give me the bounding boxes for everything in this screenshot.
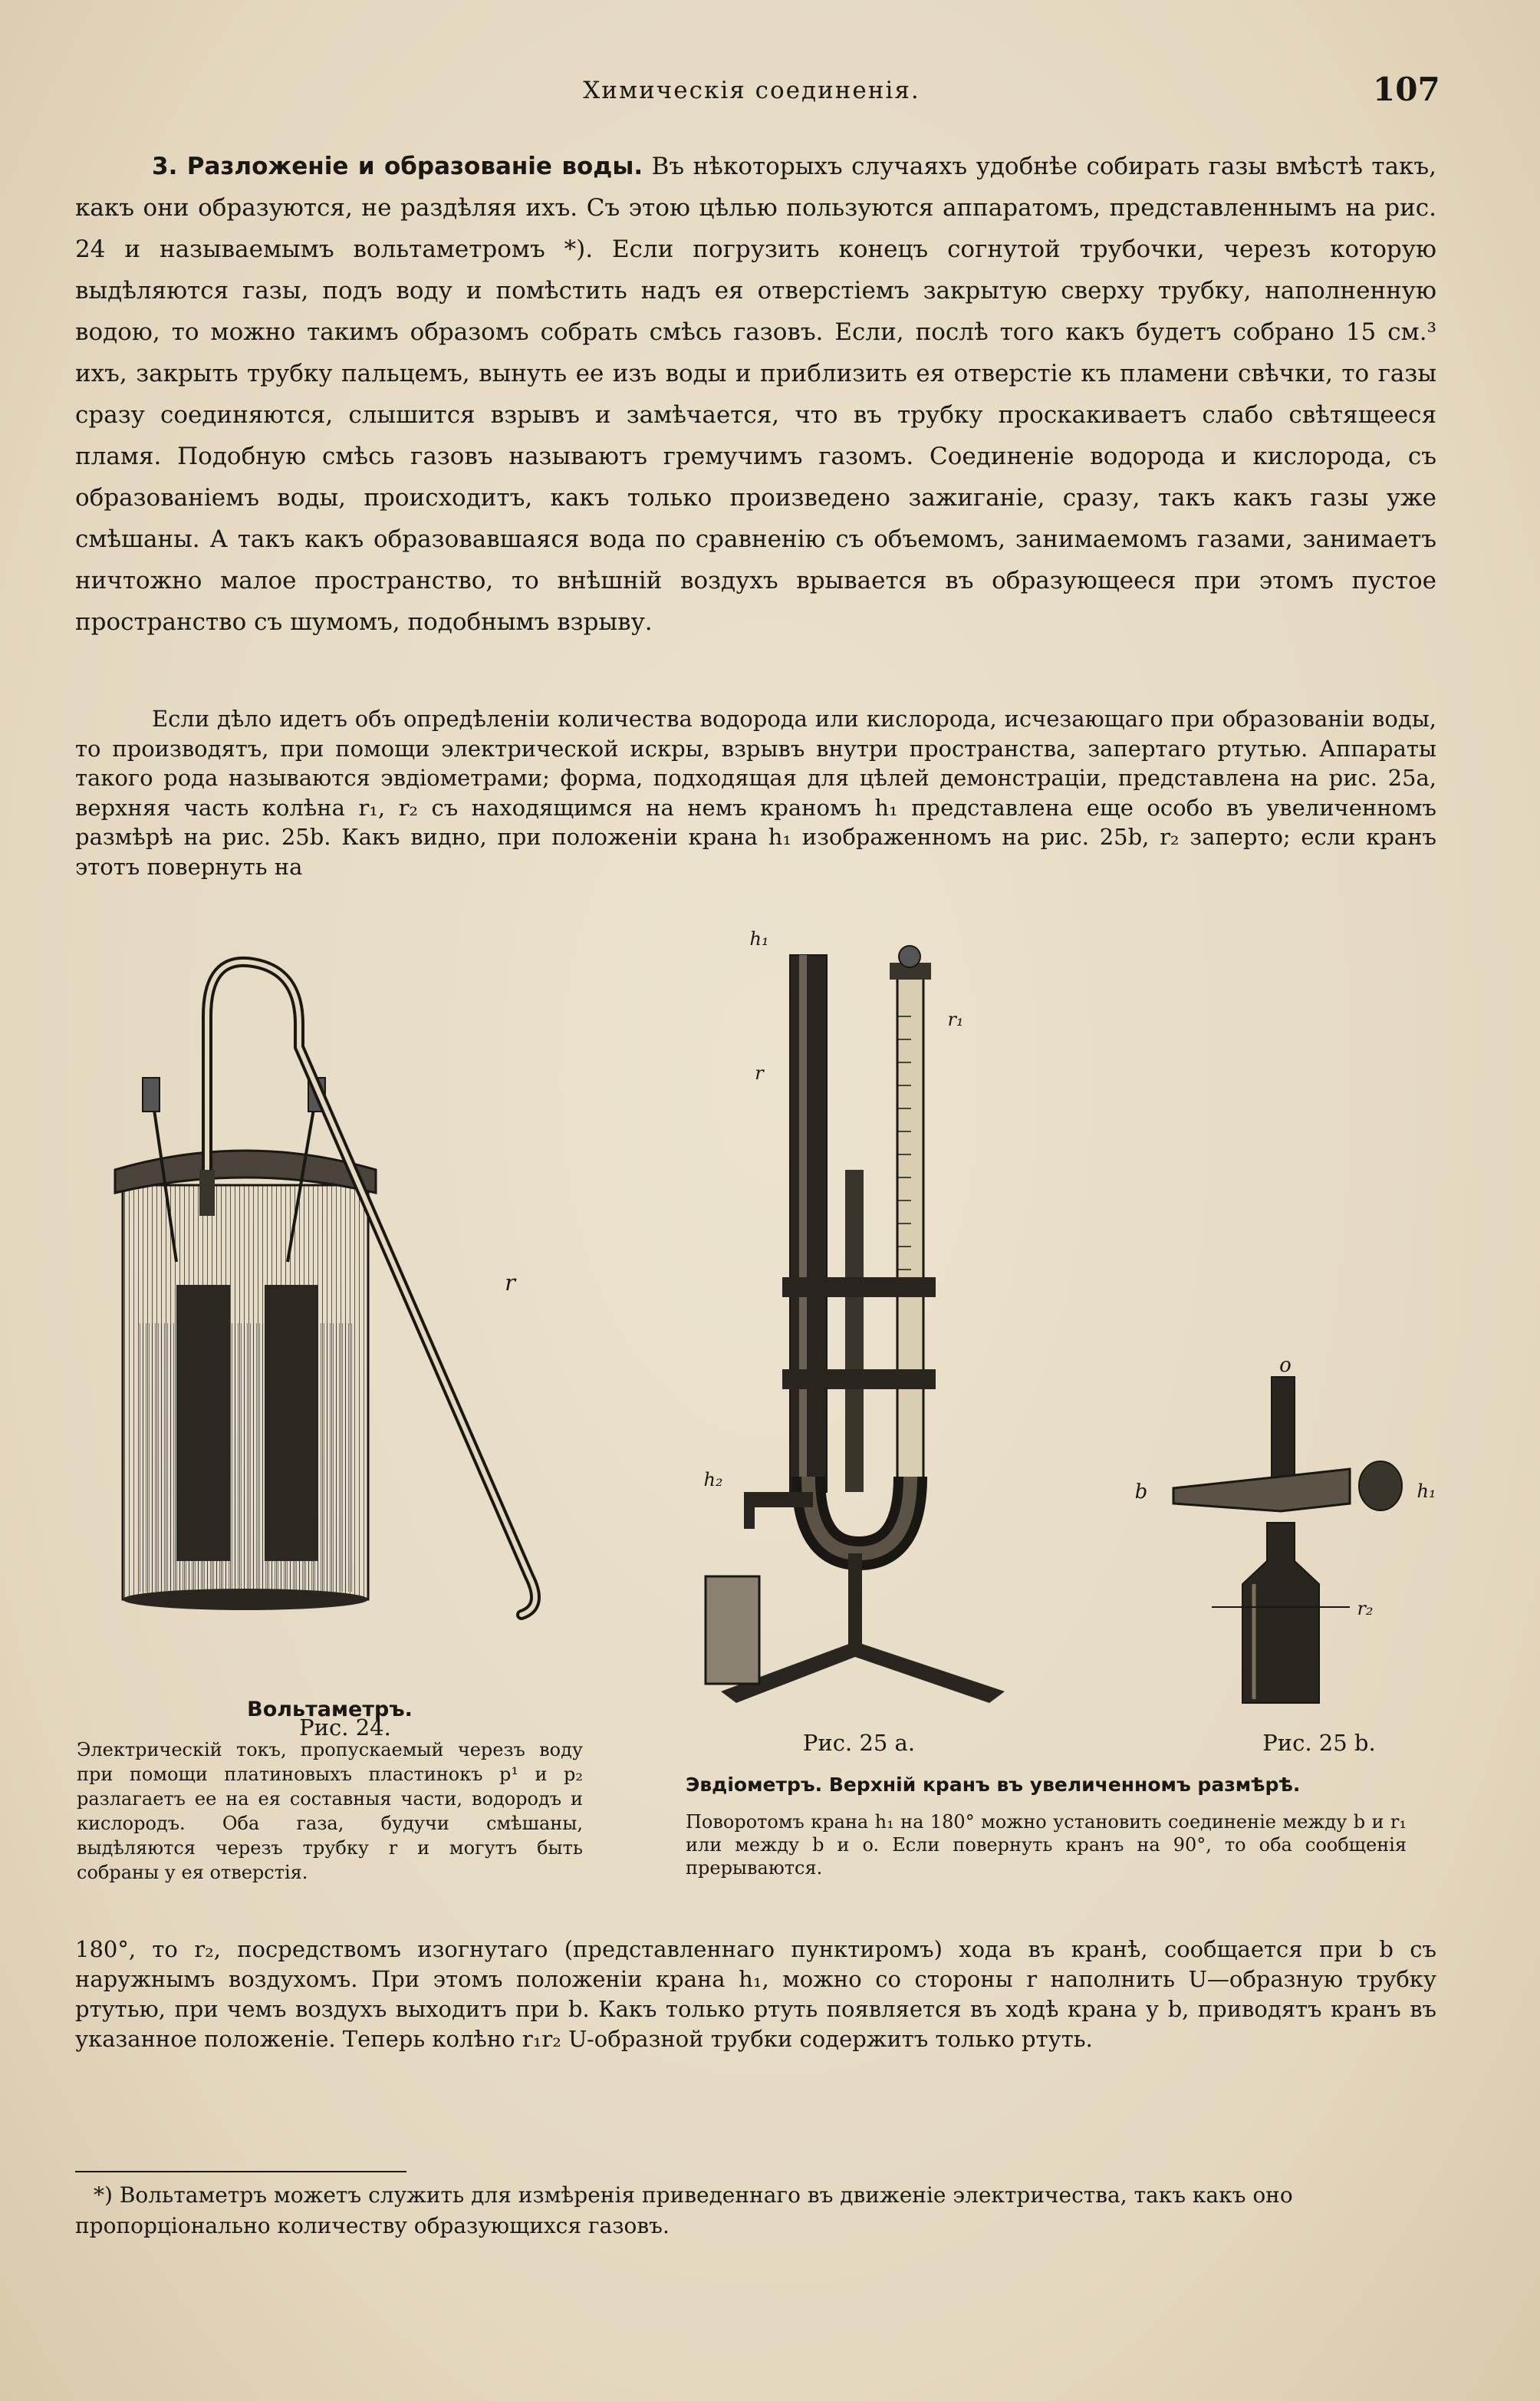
eudiometer-caption: Поворотомъ крана h₁ на 180° можно установить соединеніе между b и r₁ или между b и o. Если повернуть кранъ на 90°, то оба сообщенія прерываются.: [686, 1811, 1407, 1879]
label-r2: r₂: [1357, 1598, 1374, 1619]
running-title: Химическія соединенія.: [583, 77, 920, 104]
page-number: 107: [1373, 71, 1440, 108]
stopcock-illustration: [1089, 940, 1457, 1707]
label-r: r: [755, 1062, 764, 1084]
figure-eudiometer: [667, 928, 1020, 1756]
footnote: *) Вольтаметръ можетъ служить для измѣренія приведеннаго въ движеніе электричества, такъ какъ оно пропорціонально количеству образующихся газовъ.: [75, 2182, 1293, 2238]
figure-voltameter: [69, 940, 652, 1753]
footnote-rule: [75, 2171, 406, 2172]
paragraph-water-decomposition: [75, 146, 1436, 643]
label-h1: h₁: [1417, 1480, 1436, 1502]
paragraph-text: Въ нѣкоторыхъ случаяхъ удобнѣе собирать газы вмѣстѣ такъ, какъ они образуются, не раздѣляя ихъ. Съ этою цѣлью пользуются аппаратомъ, представленнымъ на рис. 24 и называемымъ вольтаметромъ *). Если погрузить конецъ согнутой трубочки, черезъ которую выдѣляются газы, подъ воду и помѣстить надъ ея отверстіемъ закрытую сверху трубку, наполненную водою, то можно такимъ образомъ собрать смѣсь газовъ. Если, послѣ того какъ будетъ собрано 15 см.³ ихъ, закрыть трубку пальцемъ, вынуть ее изъ воды и приблизить ея отверстіе къ пламени свѣчки, то газы сразу соединяются, слышится взрывъ и замѣчается, что въ трубку проскакиваетъ слабо свѣтящееся пламя. Подобную смѣсь газовъ называютъ гремучимъ газомъ. Соединеніе водорода и кислорода, съ образованіемъ воды, происходитъ, какъ только произведено зажиганіе, сразу, такъ какъ газы уже смѣшаны. А такъ какъ образовавшаяся вода по сравненію съ объемомъ, занимаемомъ газами, занимаетъ ничтожно малое пространство, то внѣшній воздухъ врывается въ образующееся при этомъ пустое пространство съ шумомъ, подобнымъ взрыву.: [75, 153, 1437, 636]
label-h2: h₂: [703, 1469, 723, 1490]
section-heading: 3. Разложеніе и образованіе воды.: [152, 153, 643, 180]
label-b: b: [1134, 1480, 1148, 1504]
figure-number: Рис. 25 а.: [802, 1730, 916, 1756]
label-r: r: [505, 1270, 515, 1296]
voltameter-caption: Электрическій токъ, пропускаемый черезъ воду при помощи платиновыхъ пластинокъ p¹ и p₂ разлагаетъ ее на ея составныя части, водородъ и кислородъ. Оба газа, будучи смѣшаны, выдѣляются черезъ трубку r и могутъ быть собраны у ея отверстія.: [77, 1739, 583, 1883]
eudiometer-illustration: [667, 940, 1020, 1707]
voltameter-title: Вольтаметръ.: [247, 1698, 413, 1721]
page-header: [0, 71, 1540, 117]
eudiometer-caption-title: Эвдіометръ. Верхній кранъ въ увеличенномъ размѣрѣ.: [686, 1774, 1301, 1796]
paragraph-text: 180°, то r₂, посредствомъ изогнутаго (представленнаго пунктиромъ) хода въ кранѣ, сообщается при b съ наружнымъ воздухомъ. При этомъ положеніи крана h₁, можно со стороны r наполнить U—образную трубку ртутью, при чемъ воздухъ выходитъ при b. Какъ только ртуть появляется въ ходѣ крана у b, приводятъ кранъ въ указанное положеніе. Теперь колѣно r₁r₂ U-образной трубки содержитъ только ртуть.: [75, 1936, 1436, 2052]
paragraph-text: Если дѣло идетъ объ опредѣленіи количества водорода или кислорода, исчезающаго при образованіи воды, то производятъ, при помощи электрической искры, взрывъ внутри пространства, запертаго ртутью. Аппараты такого рода называются эвдіометрами; форма, подходящая для цѣлей демонстраціи, представлена на рис. 25а, верхняя часть колѣна r₁, r₂ съ находящимся на немъ краномъ h₁ представлена еще особо въ увеличенномъ размѣрѣ на рис. 25b. Какъ видно, при положеніи крана h₁ изображенномъ на рис. 25b, r₂ заперто; если кранъ этотъ повернуть на: [75, 706, 1436, 880]
figure-stopcock: [1089, 940, 1457, 1756]
voltameter-illustration: [69, 940, 652, 1707]
paragraph-continuation: [75, 1935, 1436, 2054]
figure-number: Рис. 25 b.: [1262, 1730, 1376, 1756]
label-o: o: [1279, 1354, 1292, 1377]
figure-number: Рис. 24.: [299, 1714, 391, 1741]
label-r1: r₁: [947, 1009, 964, 1030]
label-h1: h₁: [749, 928, 769, 950]
figures-area: [69, 928, 1473, 1756]
paragraph-eudiometer: [75, 704, 1436, 881]
